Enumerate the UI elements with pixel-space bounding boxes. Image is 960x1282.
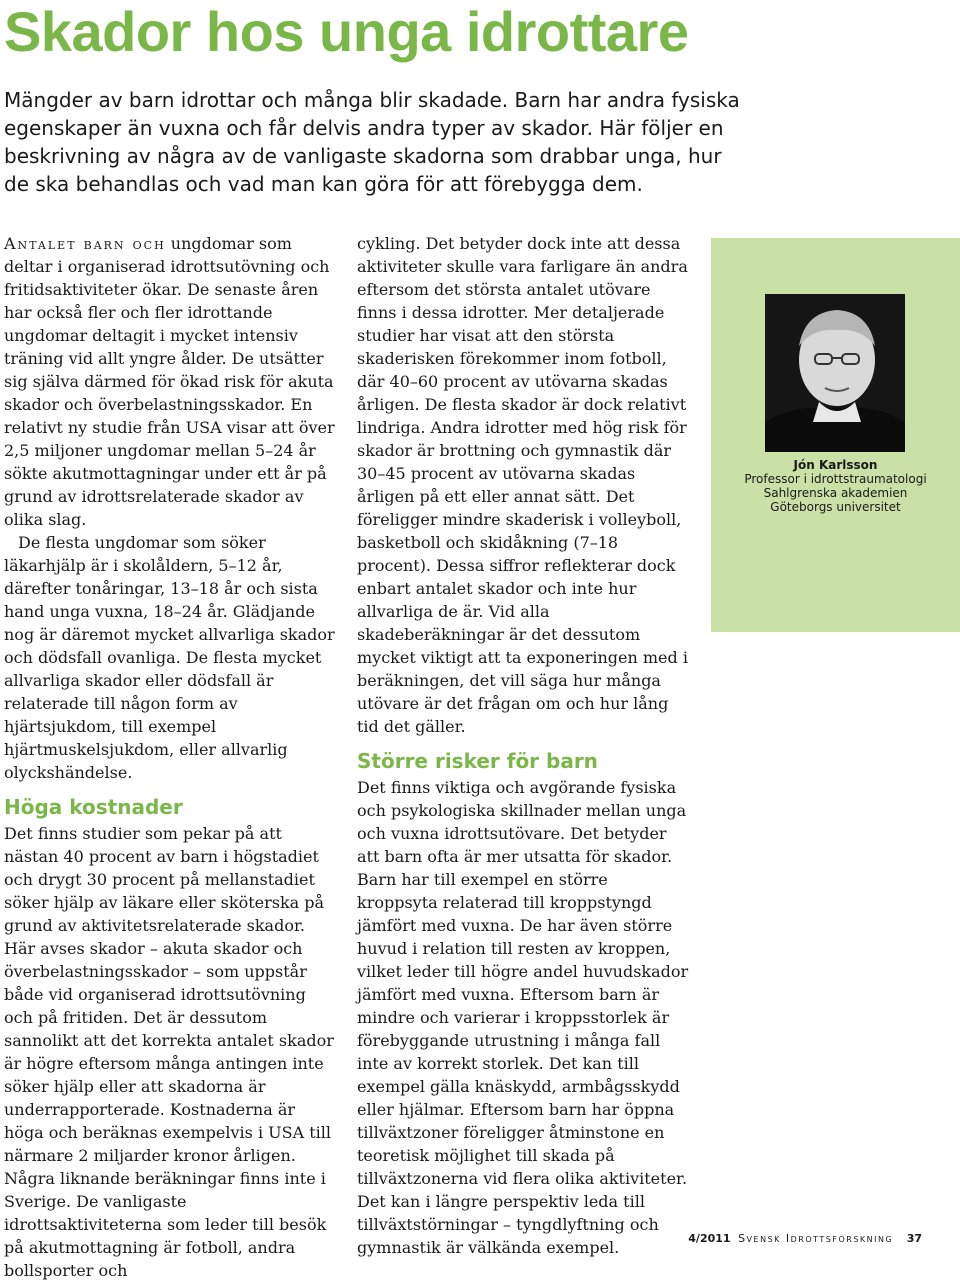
author-portrait — [765, 294, 905, 452]
article-column-middle — [357, 232, 692, 1259]
page-number: 37 — [906, 1232, 922, 1245]
lead-in-caps: Antalet barn och — [4, 234, 166, 253]
article-title: Skador hos unga idrottare — [4, 0, 689, 63]
section-heading: Höga kostnader — [4, 795, 183, 819]
paragraph: Det finns viktiga och avgörande fysiska och psykologiska skillnader mellan unga och vuxna idrottsutövare. Det betyder att barn ofta är mer utsatta för skador. Barn har till exempel en större kroppsyta relaterad till kroppstyngd jämfört med vuxna. De har även större huvud i relation till resten av kroppen, vilket leder till högre andel huvudskador jämfört med vuxna. Eftersom barn är mindre och varierar i kroppsstorlek är förebyggande utrustning i många fall inte av korrekt storlek. Det kan till exempel gälla knäskydd, armbågsskydd eller hjälmar. Eftersom barn har öppna tillväxtzoner föreligger åtminstone en teoretisk möjlighet till skada på tillväxtzonerna vid flera olika aktiviteter. Det kan i längre perspektiv leda till tillväxtstörningar – tyngdlyftning och gymnastik är välkända exempel. — [357, 778, 689, 1257]
author-sidebar — [711, 238, 960, 632]
author-role: Professor i idrottstraumatologi — [744, 472, 927, 486]
author-caption — [711, 458, 960, 514]
author-university: Göteborgs universitet — [770, 500, 901, 514]
paragraph: cykling. Det betyder dock inte att dessa aktiviteter skulle vara farligare än andra eftersom det största antalet utövare finns i dessa idrotter. Mer detaljerade studier har visat att den största skaderisken förekommer inom fotboll, där 40–60 procent av utövarna skadas årligen. De flesta skador är dock relativt lindriga. Andra idrotter med hög risk för skador är brottning och gymnastik där 30–45 procent av utövarna skadas årligen på ett eller annat sätt. Det föreligger mindre skaderisk i volleyboll, basketboll och skidåkning (7–18 procent). Dessa siffror reflekterar dock enbart antalet skador och inte hur allvarliga de är. Vid alla skadeberäkningar är det dessutom mycket viktigt att ta exponeringen med i beräkningen, det vill säga hur många utövare är det frågan om och hur lång tid det gäller. — [357, 234, 688, 736]
author-org: Sahlgrenska akademien — [763, 486, 908, 500]
paragraph: Det finns studier som pekar på att nästan 40 procent av barn i högstadiet och drygt 30 procent på mellanstadiet söker hjälp av läkare eller sköterska på grund av aktivitetsrelaterade skador. Här avses skador – akuta skador och överbelastningsskador – som uppstår både vid organiserad idrottsutövning och på fritiden. Det är dessutom sannolikt att det korrekta antalet skador är högre eftersom många antingen inte söker hjälp eller att skadorna är underrapporterade. Kostnaderna är höga och beräknas exempelvis i USA till närmare 2 miljarder kronor årligen. Några liknande beräkningar finns inte i Sverige. De vanligaste idrottsaktiviteterna som leder till besök på akutmottagning är fotboll, andra bollsporter och — [4, 824, 334, 1280]
portrait-image — [765, 294, 905, 452]
page-footer — [688, 1232, 922, 1245]
paragraph: De flesta ungdomar som söker läkarhjälp är i skolåldern, 5–12 år, därefter tonåringar, 13–18 år och sista hand unga vuxna, 18–24 år. Glädjande nog är däremot mycket allvarliga skador och dödsfall ovanliga. De flesta mycket allvarliga skador eller dödsfall är relaterade till någon form av hjärtsjukdom, till exempel hjärtmuskelsjukdom, eller allvarlig olyckshändelse. — [4, 533, 335, 782]
intro-paragraph: Mängder av barn idrottar och många blir skadade. Barn har andra fysiska egenskaper än vuxna och får delvis andra typer av skador. Här följer en beskrivning av några av de vanligaste skadorna som drabbar unga, hur de ska behandlas och vad man kan göra för att förebygga dem. — [4, 88, 740, 196]
paragraph — [4, 232, 339, 531]
magazine-name: Svensk Idrottsforskning — [738, 1232, 894, 1245]
author-name: Jón Karlsson — [793, 458, 878, 472]
section-heading: Större risker för barn — [357, 749, 598, 773]
paragraph-text: ungdomar som deltar i organiserad idrottsutövning och fritidsaktiviteter ökar. De senaste åren har också fler och fler idrottande ungdomar deltagit i mycket intensiv träning vid allt yngre ålder. De utsätter sig själva därmed för ökad risk för akuta skador och överbelastningsskador. En relativt ny studie från USA visar att över 2,5 miljoner ungdomar mellan 5–24 år sökte akutmottagningar under ett år på grund av idrottsrelaterade skador av olika slag. — [4, 234, 335, 529]
article-column-left — [4, 232, 339, 1282]
issue-number: 4/2011 — [688, 1232, 731, 1245]
